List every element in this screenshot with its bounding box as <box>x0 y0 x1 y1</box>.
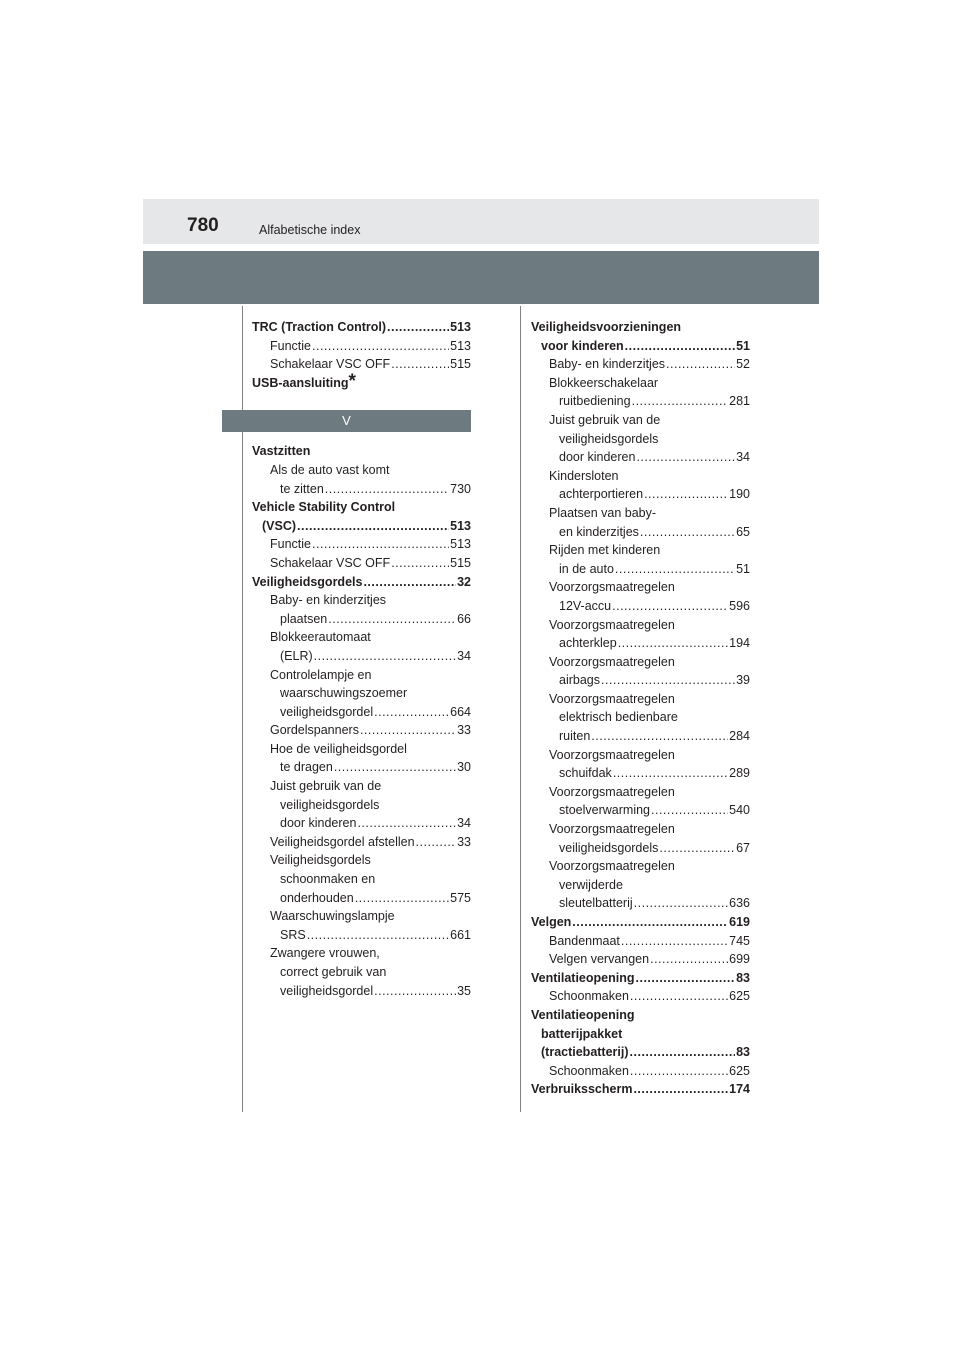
page-ref[interactable]: 513 <box>450 320 471 334</box>
index-entry <box>252 666 471 685</box>
entry-text: (ELR) <box>280 648 313 663</box>
entry-text: achterportieren <box>559 487 644 502</box>
dot-leader <box>360 721 456 740</box>
index-entry <box>252 610 471 629</box>
entry-text: Zwangere vrouwen, <box>270 946 380 961</box>
entry-text: Blokkeerautomaat <box>270 630 371 645</box>
dot-leader <box>325 480 449 499</box>
index-entry <box>531 839 750 858</box>
entry-text: Als de auto vast komt <box>270 462 390 477</box>
index-entry <box>531 374 750 393</box>
index-entry <box>252 814 471 833</box>
index-entry <box>252 684 471 703</box>
entry-text: (tractiebatterij) <box>541 1045 629 1060</box>
index-entry <box>252 355 471 374</box>
page-ref[interactable]: 83 <box>736 970 750 985</box>
page-ref[interactable]: 35 <box>457 983 471 998</box>
index-entry <box>252 889 471 908</box>
entry-text: door kinderen <box>559 450 636 465</box>
page-ref[interactable]: 32 <box>457 574 471 589</box>
dot-leader <box>297 517 449 536</box>
index-entry <box>531 430 750 449</box>
dot-leader <box>391 355 449 374</box>
index-entry <box>252 318 471 337</box>
entry-text: Voorzorgsmaatregelen <box>549 617 675 632</box>
entry-text: en kinderzitjes <box>559 524 639 539</box>
page-ref[interactable]: 625 <box>729 989 750 1004</box>
entry-text: TRC (Traction Control) <box>252 320 387 334</box>
index-entry <box>531 560 750 579</box>
page-ref[interactable]: 52 <box>736 357 750 372</box>
index-entry <box>531 1080 750 1099</box>
entry-text: Veiligheidsgordels <box>252 574 363 589</box>
entry-text: verwijderde <box>559 877 623 892</box>
page-ref[interactable]: 699 <box>729 952 750 967</box>
index-entry <box>531 671 750 690</box>
dot-leader <box>612 597 728 616</box>
index-entry <box>531 987 750 1006</box>
index-entry <box>531 523 750 542</box>
index-entry <box>531 411 750 430</box>
page-ref[interactable]: 513 <box>450 537 471 552</box>
index-entry: USB-aansluiting * <box>252 370 356 392</box>
entry-text: achterklep <box>559 636 617 651</box>
entry-text: Blokkeerschakelaar <box>549 375 659 390</box>
entry-text: ruitbediening <box>559 394 631 409</box>
entry-text: 12V-accu <box>559 598 612 613</box>
header-bar <box>143 199 819 244</box>
index-entry <box>531 932 750 951</box>
entry-text: Schoonmaken <box>549 989 629 1004</box>
index-entry <box>531 448 750 467</box>
entry-text: Baby- en kinderzitjes <box>270 593 387 608</box>
dot-leader <box>355 889 449 908</box>
entry-text: stoelverwarming <box>559 803 651 818</box>
index-entry <box>252 740 471 759</box>
entry-text: Bandenmaat <box>549 933 620 948</box>
page-ref[interactable]: 575 <box>450 890 471 905</box>
index-entry <box>252 703 471 722</box>
dot-leader <box>307 926 449 945</box>
index-entry <box>252 944 471 963</box>
page-ref[interactable]: 515 <box>450 357 471 372</box>
page-number: 780 <box>187 215 219 236</box>
page-ref[interactable]: 174 <box>729 1082 750 1097</box>
index-entry <box>531 801 750 820</box>
index-entry <box>252 758 471 777</box>
index-entry <box>531 1025 750 1044</box>
index-entry <box>252 926 471 945</box>
page-ref[interactable]: 34 <box>736 450 750 465</box>
entry-text: veiligheidsgordels <box>559 840 659 855</box>
index-entry <box>252 591 471 610</box>
index-entry <box>252 982 471 1001</box>
entry-text: Velgen vervangen <box>549 952 650 967</box>
index-entry <box>531 820 750 839</box>
index-entry <box>531 1043 750 1062</box>
dot-leader <box>644 485 728 504</box>
dot-leader <box>666 355 735 374</box>
index-entry <box>252 647 471 666</box>
entry-text: ruiten <box>559 729 591 744</box>
page-ref[interactable]: 664 <box>450 704 471 719</box>
index-entry <box>531 857 750 876</box>
dot-leader <box>630 1043 736 1062</box>
page-ref[interactable]: 745 <box>729 933 750 948</box>
entry-text: Veiligheidsgordels <box>270 853 371 868</box>
entry-text: voor kinderen <box>541 338 624 353</box>
page-ref[interactable]: 39 <box>736 673 750 688</box>
dot-leader <box>636 448 735 467</box>
page-ref[interactable]: 190 <box>729 487 750 502</box>
index-entry <box>531 355 750 374</box>
page-ref[interactable]: 515 <box>450 555 471 570</box>
index-entry <box>531 894 750 913</box>
entry-text: Velgen <box>531 915 572 929</box>
entry-text: plaatsen <box>280 611 328 626</box>
page-ref[interactable]: 194 <box>729 636 750 651</box>
index-entry <box>252 573 471 592</box>
page-ref[interactable]: 513 <box>450 518 471 533</box>
entry-text: Schoonmaken <box>549 1063 629 1078</box>
entry-text: veiligheidsgordel <box>280 704 374 719</box>
entry-text: Juist gebruik van de <box>549 412 661 427</box>
entry-text: correct gebruik van <box>280 965 387 979</box>
index-entry <box>252 442 471 461</box>
dot-leader <box>363 573 456 592</box>
dot-leader <box>633 1080 728 1099</box>
index-entry <box>531 392 750 411</box>
index-entry <box>531 876 750 895</box>
dot-leader <box>312 535 449 554</box>
entry-text: elektrisch bedienbare <box>559 710 678 725</box>
entry-text: Functie <box>270 537 311 552</box>
index-entry <box>531 541 750 560</box>
entry-text: (VSC) <box>262 518 297 533</box>
entry-text: te dragen <box>280 760 333 775</box>
entry-text: Voorzorgsmaatregelen <box>549 580 675 595</box>
index-entry <box>252 870 471 889</box>
section-title: Alfabetische index <box>259 223 361 237</box>
dot-leader <box>651 801 728 820</box>
dot-leader <box>630 987 728 1006</box>
index-entry <box>252 461 471 480</box>
page-ref[interactable]: 730 <box>450 481 471 496</box>
index-entry <box>531 597 750 616</box>
index-entry <box>531 746 750 765</box>
entry-text: Plaatsen van baby- <box>549 505 657 520</box>
dot-leader <box>636 969 736 988</box>
page-ref[interactable]: 51 <box>736 561 750 576</box>
dot-leader <box>618 634 728 653</box>
dot-leader <box>659 839 735 858</box>
entry-text: Vastzitten <box>252 444 311 459</box>
index-column-right <box>531 318 750 1099</box>
entry-text: Ventilatieopening <box>531 970 635 985</box>
index-entry <box>252 963 471 982</box>
dot-leader <box>374 982 456 1001</box>
index-entry <box>531 318 750 337</box>
index-entry <box>531 913 750 932</box>
entry-text: Voorzorgsmaatregelen <box>549 784 675 799</box>
page-ref[interactable]: 661 <box>450 927 471 942</box>
index-block <box>531 318 750 1099</box>
entry-text: Vehicle Stability Control <box>252 500 396 515</box>
page-ref[interactable]: 596 <box>729 598 750 613</box>
dot-leader <box>630 1062 728 1081</box>
entry-text: Schakelaar VSC OFF <box>270 357 391 372</box>
dot-leader <box>613 764 728 783</box>
entry-text: schoonmaken en <box>280 872 376 887</box>
page-ref[interactable]: 625 <box>729 1063 750 1078</box>
entry-text: in de auto <box>559 561 614 576</box>
index-entry <box>531 764 750 783</box>
entry-text: Voorzorgsmaatregelen <box>549 822 675 837</box>
index-entry <box>531 634 750 653</box>
dot-leader <box>387 318 449 337</box>
page-ref[interactable]: 619 <box>729 915 750 929</box>
index-entry <box>252 833 471 852</box>
index-entry <box>252 796 471 815</box>
entry-text: batterijpakket <box>541 1026 623 1041</box>
page-ref[interactable]: 284 <box>729 729 750 744</box>
index-entry <box>252 554 471 573</box>
entry-text: USB-aansluiting <box>252 375 349 390</box>
index-column-left <box>252 318 471 1000</box>
dot-leader <box>650 950 728 969</box>
dot-leader <box>334 758 456 777</box>
page-ref[interactable]: 83 <box>736 1045 750 1060</box>
page-ref[interactable]: 34 <box>457 648 471 663</box>
dot-leader <box>615 560 735 579</box>
index-entry <box>531 708 750 727</box>
entry-text: Gordelspanners <box>270 723 359 738</box>
page-ref[interactable]: 65 <box>736 524 750 539</box>
entry-text: Ventilatieopening <box>531 1007 635 1022</box>
index-entry <box>531 578 750 597</box>
entry-text: Kindersloten <box>549 468 619 483</box>
index-entry <box>252 480 471 499</box>
dot-leader <box>601 671 735 690</box>
letter-divider: V <box>222 410 471 432</box>
index-entry <box>531 337 750 356</box>
entry-text: Functie <box>270 338 311 353</box>
index-entry <box>531 504 750 523</box>
entry-text: sleutelbatterij <box>559 896 633 911</box>
page-ref[interactable]: 636 <box>729 896 750 911</box>
header-band <box>143 251 819 304</box>
dot-leader <box>640 523 735 542</box>
index-entry <box>531 1006 750 1025</box>
dot-leader <box>312 337 449 356</box>
index-entry <box>531 1062 750 1081</box>
index-entry <box>531 727 750 746</box>
dot-leader <box>625 337 735 356</box>
entry-text: Controlelampje en <box>270 667 372 682</box>
index-entry <box>531 783 750 802</box>
index-entry <box>252 628 471 647</box>
index-entry <box>252 721 471 740</box>
index-entry <box>531 616 750 635</box>
dot-leader <box>591 727 728 746</box>
entry-text: door kinderen <box>280 816 357 831</box>
page-ref[interactable]: 66 <box>457 611 471 626</box>
index-entry <box>531 485 750 504</box>
entry-text: airbags <box>559 673 600 688</box>
page-ref[interactable]: 51 <box>736 338 750 353</box>
entry-text: Voorzorgsmaatregelen <box>549 654 675 669</box>
dot-leader <box>357 814 456 833</box>
page-ref[interactable]: 30 <box>457 760 471 775</box>
entry-text: Voorzorgsmaatregelen <box>549 859 675 874</box>
entry-text: SRS <box>280 927 306 942</box>
dot-leader <box>374 703 449 722</box>
page-ref[interactable]: 289 <box>729 766 750 781</box>
dot-leader <box>391 554 449 573</box>
index-block <box>252 318 471 374</box>
page-ref[interactable]: 67 <box>736 840 750 855</box>
entry-text: waarschuwingszoemer <box>280 686 408 701</box>
dot-leader <box>634 894 728 913</box>
entry-text: te zitten <box>280 481 324 496</box>
index-entry <box>531 690 750 709</box>
index-entry <box>252 517 471 536</box>
entry-text: veiligheidsgordels <box>280 797 380 812</box>
index-entry <box>252 535 471 554</box>
index-entry <box>531 950 750 969</box>
index-entry <box>531 467 750 486</box>
entry-text: Waarschuwingslampje <box>270 909 395 924</box>
entry-text: Baby- en kinderzitjes <box>549 357 666 372</box>
dot-leader <box>416 833 457 852</box>
page-ref[interactable]: 513 <box>450 338 471 353</box>
index-entry <box>252 851 471 870</box>
entry-text: Veiligheidsvoorzieningen <box>531 320 682 334</box>
index-entry <box>252 777 471 796</box>
entry-text: Verbruiksscherm <box>531 1082 633 1097</box>
column-divider-right <box>520 306 521 1112</box>
entry-text: onderhouden <box>280 890 354 905</box>
page-ref[interactable]: 33 <box>457 723 471 738</box>
entry-text: Schakelaar VSC OFF <box>270 555 391 570</box>
dot-leader <box>314 647 456 666</box>
dot-leader <box>632 392 729 411</box>
entry-text: Veiligheidsgordel afstellen <box>270 834 415 849</box>
page-ref[interactable]: 33 <box>457 834 471 849</box>
dot-leader <box>328 610 456 629</box>
dot-leader <box>621 932 728 951</box>
entry-text: Hoe de veiligheidsgordel <box>270 741 407 756</box>
entry-text: veiligheidsgordel <box>280 983 374 998</box>
page-ref[interactable]: 281 <box>729 394 750 409</box>
entry-text: Voorzorgsmaatregelen <box>549 747 675 762</box>
index-entry <box>252 907 471 926</box>
index-entry <box>252 498 471 517</box>
page-ref[interactable]: 540 <box>729 803 750 818</box>
index-block <box>252 442 471 1000</box>
index-entry <box>252 337 471 356</box>
entry-text: Voorzorgsmaatregelen <box>549 691 675 706</box>
page-ref[interactable]: 34 <box>457 816 471 831</box>
index-entry <box>531 653 750 672</box>
entry-text: veiligheidsgordels <box>559 431 659 446</box>
entry-text: Juist gebruik van de <box>270 779 382 794</box>
dot-leader <box>572 913 728 932</box>
entry-text: Rijden met kinderen <box>549 543 661 558</box>
index-entry <box>531 969 750 988</box>
entry-text: schuifdak <box>559 766 612 781</box>
